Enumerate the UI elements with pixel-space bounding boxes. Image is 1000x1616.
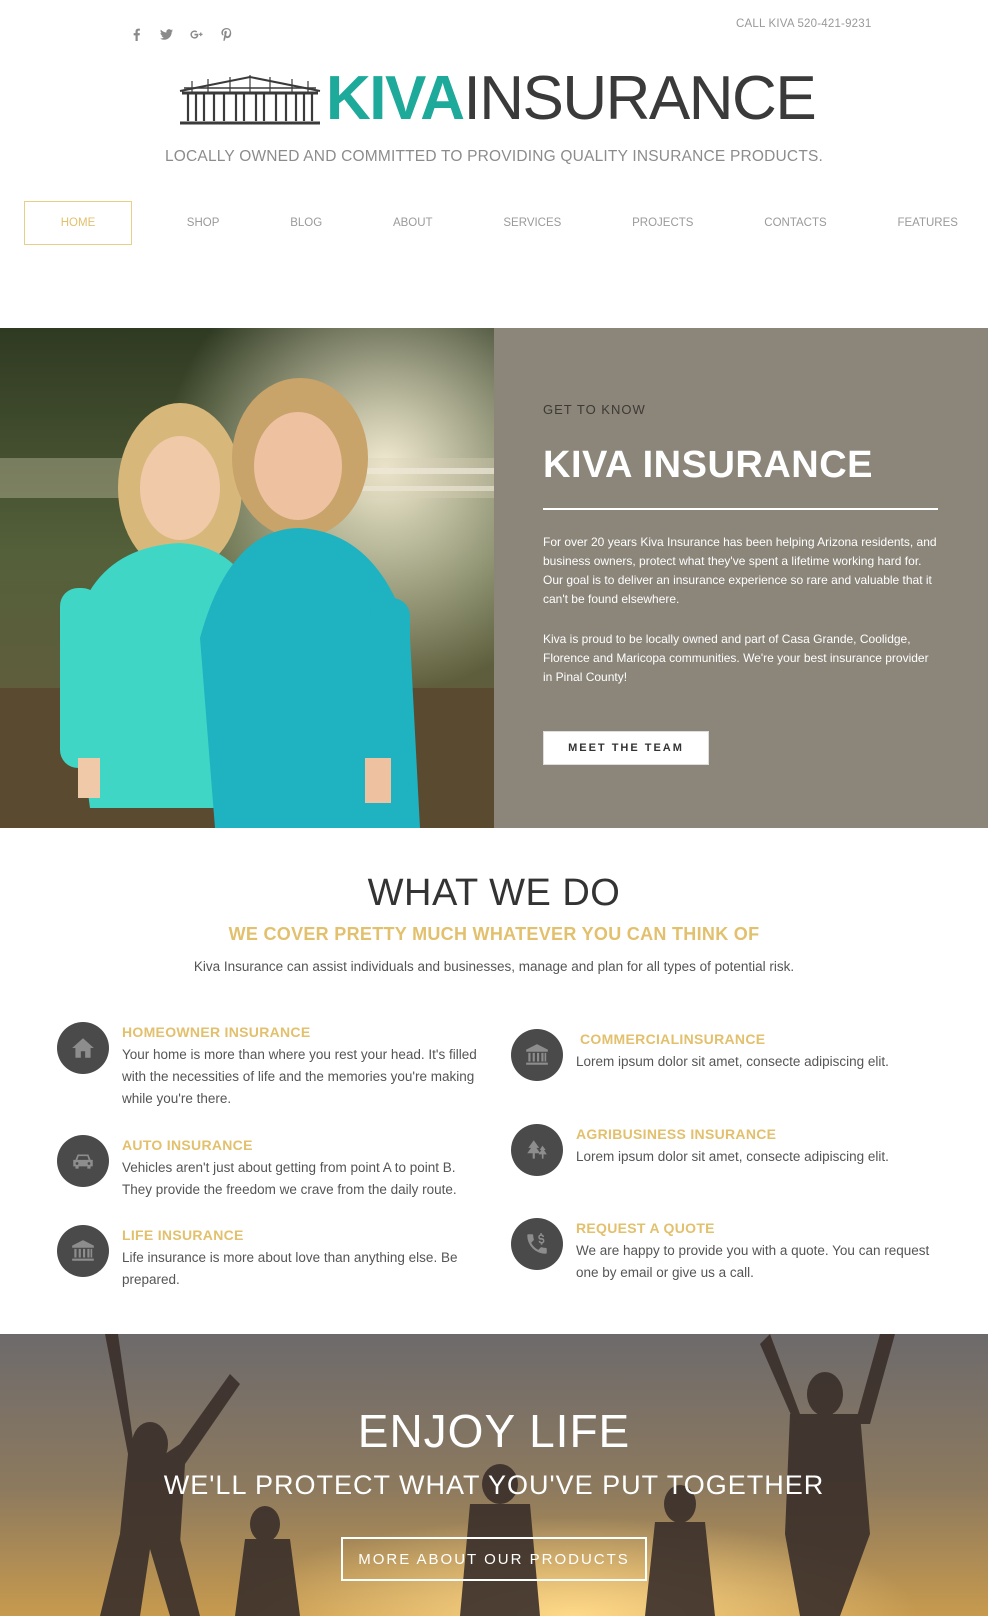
site-logo[interactable] [178,66,818,132]
house-icon [57,1022,109,1074]
google-plus-icon[interactable] [188,26,204,42]
nav-projects[interactable]: PROJECTS [632,217,694,229]
about-hero [0,328,988,828]
nav-about[interactable]: ABOUT [392,217,433,229]
tagline: LOCALLY OWNED AND COMMITTED TO PROVIDING QUALITY INSURANCE PRODUCTS. [164,148,824,165]
main-nav [24,201,974,245]
kiva-pavilion-logo-icon [178,71,322,127]
hero-paragraph-1: For over 20 years Kiva Insurance has been helping Arizona residents, and business owners, protect what they've spent a lifetime working hard for. Our goal is to deliver an insurance experience so rare and valuable that it can't be found elsewhere. [543,535,937,606]
nav-services[interactable]: SERVICES [503,217,562,229]
facebook-icon[interactable] [128,26,144,42]
enjoy-title: ENJOY LIFE [357,1405,631,1457]
building-icon [511,1029,563,1081]
team-photo [0,328,494,828]
call-number[interactable]: CALL KIVA 520-421-9231 [736,18,872,30]
enjoy-life-banner [0,1334,988,1616]
service-title: AGRIBUSINESS INSURANCE [576,1126,777,1142]
service-title: AUTO INSURANCE [122,1137,253,1153]
nav-features[interactable]: FEATURES [897,217,958,229]
pinterest-icon[interactable] [218,26,234,42]
twitter-icon[interactable] [158,26,174,42]
trees-icon [511,1124,563,1176]
service-text: Your home is more than where you rest your head. It's filled with the necessities of life and the memories you're making while you're there. [122,1047,477,1106]
service-text: Vehicles aren't just about getting from point A to point B. They provide the freedom we crave from the daily route. [122,1160,457,1197]
nav-home[interactable]: HOME [24,201,132,245]
social-links [128,26,234,42]
service-text: Lorem ipsum dolor sit amet, consecte adipiscing elit. [576,1149,889,1164]
service-title: REQUEST A QUOTE [576,1220,715,1236]
nav-shop[interactable]: SHOP [186,217,220,229]
nav-blog[interactable]: BLOG [290,217,323,229]
service-title: LIFE INSURANCE [122,1227,244,1243]
nav-contacts[interactable]: CONTACTS [764,217,827,229]
what-we-do-subtitle: WE COVER PRETTY MUCH WHATEVER YOU CAN THINK OF [228,924,760,944]
service-title: HOMEOWNER INSURANCE [122,1024,311,1040]
about-panel [494,328,988,828]
logo-insurance: INSURANCE [463,64,816,133]
car-icon [57,1135,109,1187]
service-text: Lorem ipsum dolor sit amet, consecte adipiscing elit. [576,1054,889,1069]
what-we-do-title: WHAT WE DO [367,872,621,914]
hero-pretitle: GET TO KNOW [543,402,646,417]
logo-wordmark [326,64,816,133]
hero-title: KIVA INSURANCE [543,444,874,486]
logo-kiva: KIVA [326,64,464,133]
enjoy-subtitle: WE'LL PROTECT WHAT YOU'VE PUT TOGETHER [163,1470,825,1500]
service-text: We are happy to provide you with a quote. You can request one by email or give us a call. [576,1243,930,1280]
service-title: COMMERCIALINSURANCE [580,1031,766,1047]
more-about-products-button[interactable]: MORE ABOUT OUR PRODUCTS [341,1537,647,1581]
service-text: Life insurance is more about love than anything else. Be prepared. [122,1250,458,1287]
phone-dollar-icon [511,1218,563,1270]
bank-icon [57,1225,109,1277]
hero-divider [543,508,938,510]
hero-paragraph-2: Kiva is proud to be locally owned and part of Casa Grande, Coolidge, Florence and Maricopa communities. We're your best insurance provider in Pinal County! [543,632,929,684]
meet-the-team-button[interactable]: MEET THE TEAM [543,731,709,765]
what-we-do-description: Kiva Insurance can assist individuals and businesses, manage and plan for all types of potential risk. [193,959,795,974]
